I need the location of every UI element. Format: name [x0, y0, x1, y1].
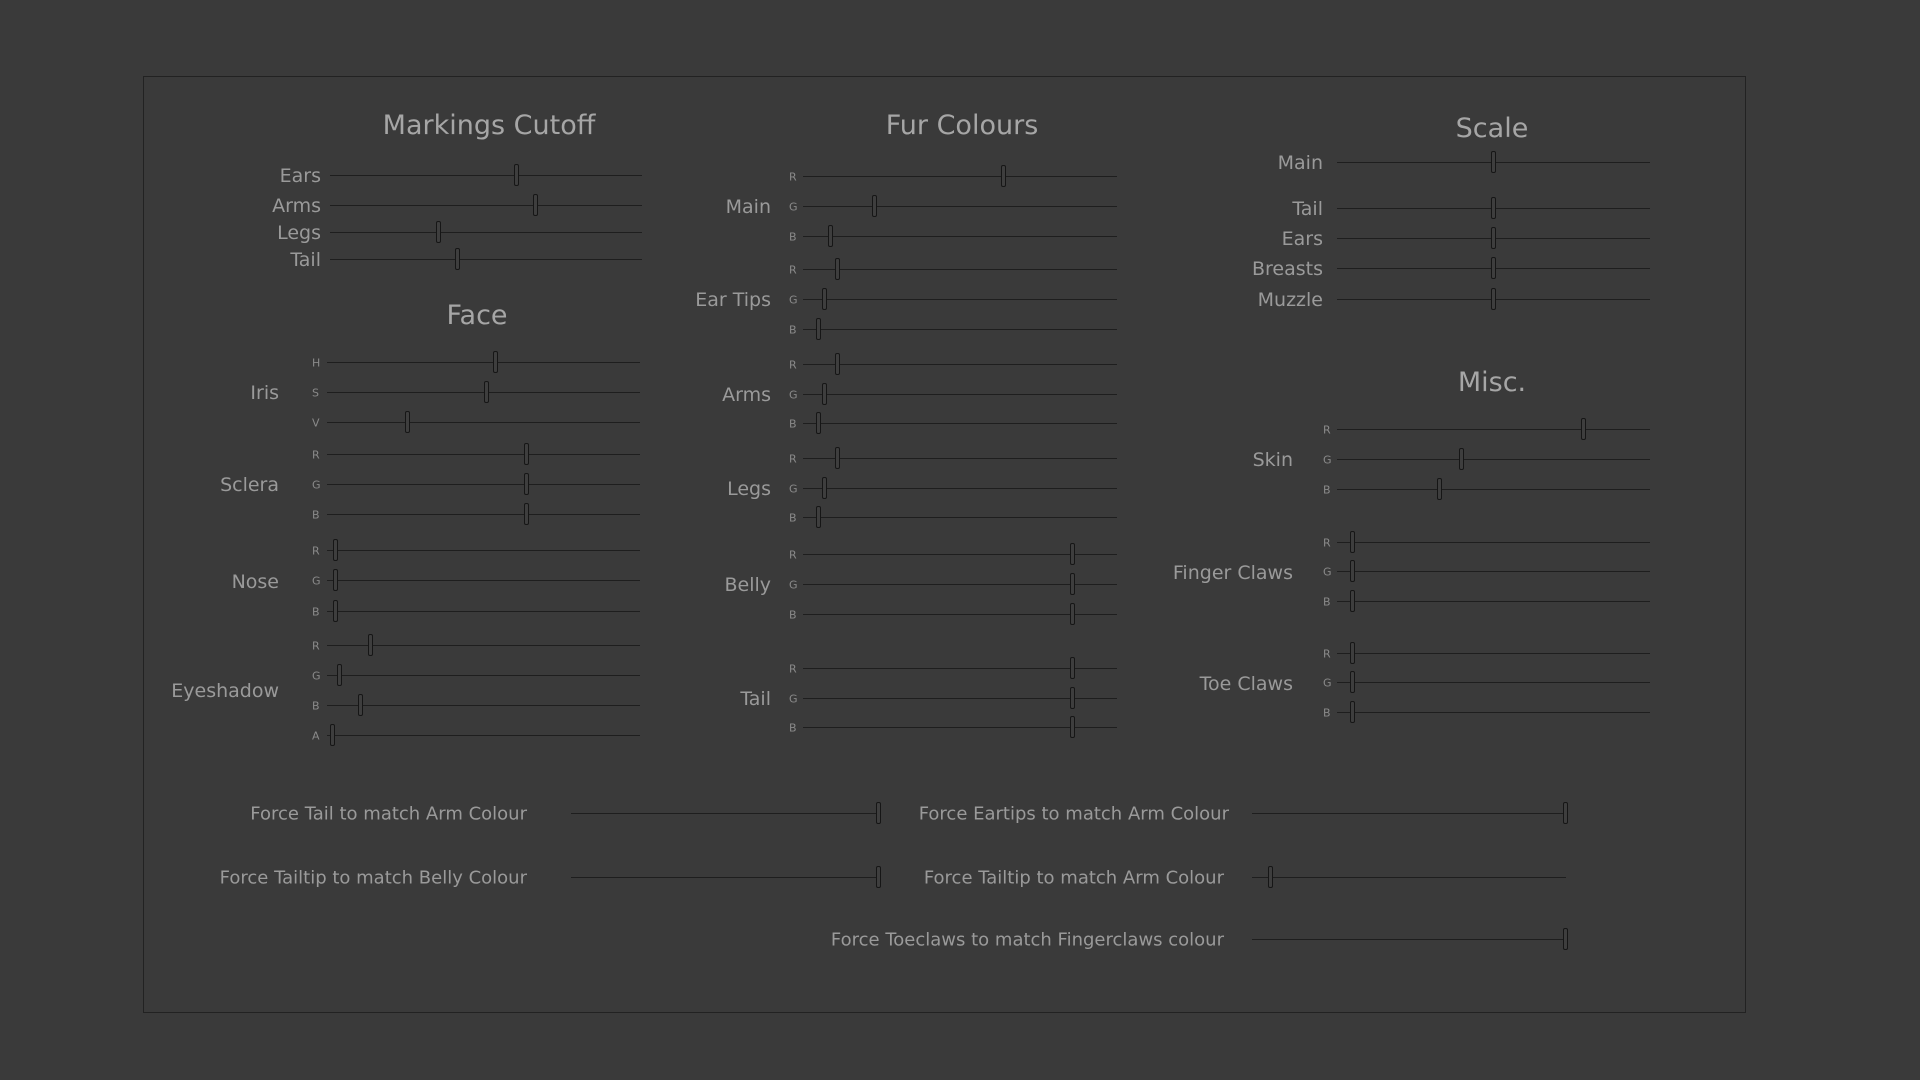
slider-track[interactable]: [1337, 653, 1650, 654]
slider-handle[interactable]: [1563, 802, 1568, 824]
misc-toe-claws-channel-r: R: [1323, 647, 1331, 661]
slider-track[interactable]: [571, 877, 879, 878]
fur-tail-b-slider[interactable]: [803, 721, 1117, 735]
slider-handle[interactable]: [358, 694, 363, 716]
misc-skin-g-slider[interactable]: [1337, 453, 1650, 467]
slider-track[interactable]: [803, 364, 1117, 365]
fur-label-main: Main: [725, 196, 771, 218]
face-title: Face: [446, 300, 508, 331]
slider-handle[interactable]: [337, 664, 342, 686]
slider-track[interactable]: [803, 206, 1117, 207]
markings-legs-slider[interactable]: [330, 226, 642, 240]
slider-track[interactable]: [1337, 571, 1650, 572]
fur-main-g-slider[interactable]: [803, 200, 1117, 214]
fur-label-belly: Belly: [724, 574, 771, 596]
scale-title: Scale: [1455, 113, 1529, 144]
fur-ear-tips-channel-g: G: [789, 293, 798, 307]
slider-track[interactable]: [1252, 939, 1566, 940]
slider-handle[interactable]: [484, 381, 489, 403]
slider-track[interactable]: [1337, 682, 1650, 683]
slider-track[interactable]: [803, 394, 1117, 395]
slider-handle[interactable]: [405, 411, 410, 433]
fur-ear-tips-g-slider[interactable]: [803, 293, 1117, 307]
scale-main-slider[interactable]: [1337, 156, 1650, 170]
slider-track[interactable]: [327, 735, 640, 736]
fur-ear-tips-b-slider[interactable]: [803, 323, 1117, 337]
fur-arms-channel-b: B: [789, 417, 797, 431]
toggle-force-tailtip-to-match-arm-colour-slider[interactable]: [1252, 871, 1566, 885]
slider-handle[interactable]: [368, 634, 373, 656]
markings-label-arms: Arms: [272, 195, 321, 217]
slider-handle[interactable]: [1350, 701, 1355, 723]
fur-arms-channel-r: R: [789, 358, 797, 372]
face-label-eyeshadow: Eyeshadow: [171, 680, 279, 702]
toggle-force-toeclaws-to-match-fingerclaws-colour-slider[interactable]: [1252, 933, 1566, 947]
slider-handle[interactable]: [533, 194, 538, 216]
slider-handle[interactable]: [872, 195, 877, 217]
face-eyeshadow-a-slider[interactable]: [327, 729, 640, 743]
markings-ears-slider[interactable]: [330, 169, 642, 183]
fur-arms-g-slider[interactable]: [803, 388, 1117, 402]
fur-main-r-slider[interactable]: [803, 170, 1117, 184]
fur-arms-b-slider[interactable]: [803, 417, 1117, 431]
slider-handle[interactable]: [333, 600, 338, 622]
fur-belly-b-slider[interactable]: [803, 608, 1117, 622]
slider-handle[interactable]: [822, 288, 827, 310]
slider-handle[interactable]: [1581, 418, 1586, 440]
slider-track[interactable]: [1337, 489, 1650, 490]
fur-main-channel-r: R: [789, 170, 797, 184]
slider-handle[interactable]: [828, 225, 833, 247]
slider-handle[interactable]: [1268, 866, 1273, 888]
misc-finger-claws-channel-b: B: [1323, 595, 1331, 609]
scale-breasts-slider[interactable]: [1337, 262, 1650, 276]
face-iris-h-slider[interactable]: [327, 356, 640, 370]
slider-handle[interactable]: [524, 443, 529, 465]
markings-tail-slider[interactable]: [330, 253, 642, 267]
face-eyeshadow-g-slider[interactable]: [327, 669, 640, 683]
face-sclera-r-slider[interactable]: [327, 448, 640, 462]
misc-skin-channel-g: G: [1323, 453, 1332, 467]
fur-main-channel-g: G: [789, 200, 798, 214]
slider-track[interactable]: [327, 675, 640, 676]
misc-finger-claws-channel-g: G: [1323, 565, 1332, 579]
face-iris-channel-s: S: [312, 386, 319, 400]
slider-handle[interactable]: [816, 506, 821, 528]
fur-belly-channel-b: B: [789, 608, 797, 622]
face-eyeshadow-channel-r: R: [312, 639, 320, 653]
slider-track[interactable]: [803, 423, 1117, 424]
misc-finger-claws-r-slider[interactable]: [1337, 536, 1650, 550]
slider-handle[interactable]: [493, 351, 498, 373]
fur-main-b-slider[interactable]: [803, 230, 1117, 244]
misc-skin-channel-b: B: [1323, 483, 1331, 497]
markings-label-tail: Tail: [290, 249, 321, 271]
scale-label-breasts: Breasts: [1251, 258, 1323, 280]
face-eyeshadow-channel-g: G: [312, 669, 321, 683]
misc-toe-claws-g-slider[interactable]: [1337, 676, 1650, 690]
slider-handle[interactable]: [524, 473, 529, 495]
misc-skin-r-slider[interactable]: [1337, 423, 1650, 437]
slider-handle[interactable]: [1350, 590, 1355, 612]
scale-label-ears: Ears: [1281, 228, 1323, 250]
fur-tail-channel-g: G: [789, 692, 798, 706]
misc-label-finger-claws: Finger Claws: [1172, 561, 1293, 584]
misc-finger-claws-g-slider[interactable]: [1337, 565, 1650, 579]
slider-handle[interactable]: [1070, 687, 1075, 709]
slider-track[interactable]: [327, 484, 640, 485]
fur-belly-g-slider[interactable]: [803, 578, 1117, 592]
toggle-label-force-tailtip-to-match-belly-colour: Force Tailtip to match Belly Colour: [219, 867, 527, 889]
face-iris-v-slider[interactable]: [327, 416, 640, 430]
slider-handle[interactable]: [1459, 448, 1464, 470]
face-label-nose: Nose: [231, 570, 279, 593]
fur-arms-r-slider[interactable]: [803, 358, 1117, 372]
fur-colours-title: Fur Colours: [885, 110, 1039, 141]
slider-handle[interactable]: [1563, 928, 1568, 950]
face-eyeshadow-channel-b: B: [312, 699, 320, 713]
slider-handle[interactable]: [1001, 165, 1006, 187]
slider-track[interactable]: [803, 458, 1117, 459]
face-sclera-channel-r: R: [312, 448, 320, 462]
slider-track[interactable]: [1252, 813, 1566, 814]
face-nose-channel-g: G: [312, 574, 321, 588]
slider-handle[interactable]: [1491, 288, 1496, 310]
slider-track[interactable]: [1252, 877, 1566, 878]
toggle-label-force-tail-to-match-arm-colour: Force Tail to match Arm Colour: [250, 803, 527, 825]
slider-handle[interactable]: [524, 503, 529, 525]
fur-legs-channel-b: B: [789, 511, 797, 525]
slider-track[interactable]: [327, 580, 640, 581]
markings-cutoff-title: Markings Cutoff: [382, 110, 596, 141]
slider-handle[interactable]: [1437, 478, 1442, 500]
slider-track[interactable]: [803, 329, 1117, 330]
fur-main-channel-b: B: [789, 230, 797, 244]
slider-track[interactable]: [803, 517, 1117, 518]
misc-finger-claws-b-slider[interactable]: [1337, 595, 1650, 609]
toggle-label-force-toeclaws-to-match-fingerclaws-colour: Force Toeclaws to match Fingerclaws colour: [830, 929, 1224, 951]
slider-handle[interactable]: [333, 539, 338, 561]
slider-track[interactable]: [327, 454, 640, 455]
slider-handle[interactable]: [333, 569, 338, 591]
slider-track[interactable]: [1337, 459, 1650, 460]
slider-handle[interactable]: [876, 866, 881, 888]
slider-handle[interactable]: [822, 477, 827, 499]
face-nose-r-slider[interactable]: [327, 544, 640, 558]
misc-toe-claws-b-slider[interactable]: [1337, 706, 1650, 720]
face-iris-s-slider[interactable]: [327, 386, 640, 400]
slider-track[interactable]: [803, 176, 1117, 177]
face-nose-b-slider[interactable]: [327, 605, 640, 619]
slider-handle[interactable]: [514, 164, 519, 186]
slider-handle[interactable]: [816, 412, 821, 434]
misc-skin-b-slider[interactable]: [1337, 483, 1650, 497]
slider-handle[interactable]: [1070, 603, 1075, 625]
slider-handle[interactable]: [455, 248, 460, 270]
slider-track[interactable]: [330, 232, 642, 233]
fur-belly-channel-r: R: [789, 548, 797, 562]
misc-label-toe-claws: Toe Claws: [1199, 672, 1293, 695]
slider-handle[interactable]: [1350, 642, 1355, 664]
scale-tail-slider[interactable]: [1337, 202, 1650, 216]
fur-tail-channel-r: R: [789, 662, 797, 676]
slider-handle[interactable]: [1350, 671, 1355, 693]
face-eyeshadow-b-slider[interactable]: [327, 699, 640, 713]
slider-track[interactable]: [327, 611, 640, 612]
face-label-sclera: Sclera: [220, 474, 279, 496]
slider-handle[interactable]: [436, 221, 441, 243]
slider-track[interactable]: [327, 550, 640, 551]
slider-track[interactable]: [803, 299, 1117, 300]
slider-handle[interactable]: [835, 447, 840, 469]
toggle-force-eartips-to-match-arm-colour-slider[interactable]: [1252, 807, 1566, 821]
slider-handle[interactable]: [1070, 573, 1075, 595]
slider-track[interactable]: [330, 259, 642, 260]
slider-track[interactable]: [327, 705, 640, 706]
slider-track[interactable]: [1337, 601, 1650, 602]
misc-finger-claws-channel-r: R: [1323, 536, 1331, 550]
slider-handle[interactable]: [876, 802, 881, 824]
misc-toe-claws-r-slider[interactable]: [1337, 647, 1650, 661]
slider-handle[interactable]: [1350, 560, 1355, 582]
slider-handle[interactable]: [835, 353, 840, 375]
fur-belly-r-slider[interactable]: [803, 548, 1117, 562]
scale-label-tail: Tail: [1292, 198, 1323, 220]
face-nose-channel-b: B: [312, 605, 320, 619]
face-eyeshadow-channel-a: A: [312, 729, 320, 743]
fur-label-ear-tips: Ear Tips: [695, 289, 771, 311]
slider-handle[interactable]: [1070, 543, 1075, 565]
fur-label-tail: Tail: [740, 687, 771, 710]
misc-title: Misc.: [1457, 367, 1527, 398]
markings-label-legs: Legs: [277, 222, 321, 244]
slider-track[interactable]: [803, 488, 1117, 489]
scale-label-muzzle: Muzzle: [1257, 289, 1323, 311]
slider-track[interactable]: [1337, 542, 1650, 543]
markings-arms-slider[interactable]: [330, 199, 642, 213]
toggle-force-tailtip-to-match-belly-colour-slider[interactable]: [571, 871, 879, 885]
character-settings-panel: [143, 76, 1746, 1013]
slider-handle[interactable]: [330, 724, 335, 746]
slider-handle[interactable]: [1491, 151, 1496, 173]
misc-toe-claws-channel-b: B: [1323, 706, 1331, 720]
slider-track[interactable]: [803, 269, 1117, 270]
slider-handle[interactable]: [835, 258, 840, 280]
face-sclera-b-slider[interactable]: [327, 508, 640, 522]
slider-track[interactable]: [803, 236, 1117, 237]
face-nose-channel-r: R: [312, 544, 320, 558]
slider-track[interactable]: [327, 645, 640, 646]
slider-track[interactable]: [330, 175, 642, 176]
face-eyeshadow-r-slider[interactable]: [327, 639, 640, 653]
slider-handle[interactable]: [1491, 257, 1496, 279]
scale-ears-slider[interactable]: [1337, 232, 1650, 246]
slider-handle[interactable]: [1491, 197, 1496, 219]
toggle-label-force-tailtip-to-match-arm-colour: Force Tailtip to match Arm Colour: [923, 867, 1224, 889]
fur-legs-channel-g: G: [789, 482, 798, 496]
slider-track[interactable]: [1337, 429, 1650, 430]
fur-legs-b-slider[interactable]: [803, 511, 1117, 525]
misc-toe-claws-channel-g: G: [1323, 676, 1332, 690]
fur-ear-tips-channel-b: B: [789, 323, 797, 337]
fur-label-arms: Arms: [722, 383, 771, 406]
face-sclera-channel-b: B: [312, 508, 320, 522]
scale-muzzle-slider[interactable]: [1337, 293, 1650, 307]
fur-legs-r-slider[interactable]: [803, 452, 1117, 466]
slider-track[interactable]: [327, 514, 640, 515]
toggle-force-tail-to-match-arm-colour-slider[interactable]: [571, 807, 879, 821]
slider-handle[interactable]: [1350, 531, 1355, 553]
fur-ear-tips-r-slider[interactable]: [803, 263, 1117, 277]
fur-tail-r-slider[interactable]: [803, 662, 1117, 676]
fur-belly-channel-g: G: [789, 578, 798, 592]
markings-label-ears: Ears: [279, 165, 321, 187]
slider-track[interactable]: [1337, 712, 1650, 713]
face-sclera-channel-g: G: [312, 478, 321, 492]
scale-label-main: Main: [1277, 152, 1323, 174]
slider-handle[interactable]: [816, 318, 821, 340]
face-iris-channel-v: V: [312, 416, 320, 430]
slider-track[interactable]: [327, 422, 640, 423]
slider-handle[interactable]: [1491, 227, 1496, 249]
toggle-label-force-eartips-to-match-arm-colour: Force Eartips to match Arm Colour: [918, 803, 1229, 825]
fur-ear-tips-channel-r: R: [789, 263, 797, 277]
misc-skin-channel-r: R: [1323, 423, 1331, 437]
fur-label-legs: Legs: [727, 477, 771, 500]
misc-label-skin: Skin: [1252, 449, 1293, 471]
face-sclera-g-slider[interactable]: [327, 478, 640, 492]
fur-legs-channel-r: R: [789, 452, 797, 466]
face-label-iris: Iris: [250, 382, 279, 404]
fur-tail-g-slider[interactable]: [803, 692, 1117, 706]
slider-track[interactable]: [571, 813, 879, 814]
slider-handle[interactable]: [1070, 657, 1075, 679]
fur-tail-channel-b: B: [789, 721, 797, 735]
fur-arms-channel-g: G: [789, 388, 798, 402]
slider-handle[interactable]: [1070, 716, 1075, 738]
slider-handle[interactable]: [822, 383, 827, 405]
slider-track[interactable]: [330, 205, 642, 206]
slider-track[interactable]: [327, 362, 640, 363]
face-iris-channel-h: H: [312, 356, 321, 370]
face-nose-g-slider[interactable]: [327, 574, 640, 588]
fur-legs-g-slider[interactable]: [803, 482, 1117, 496]
